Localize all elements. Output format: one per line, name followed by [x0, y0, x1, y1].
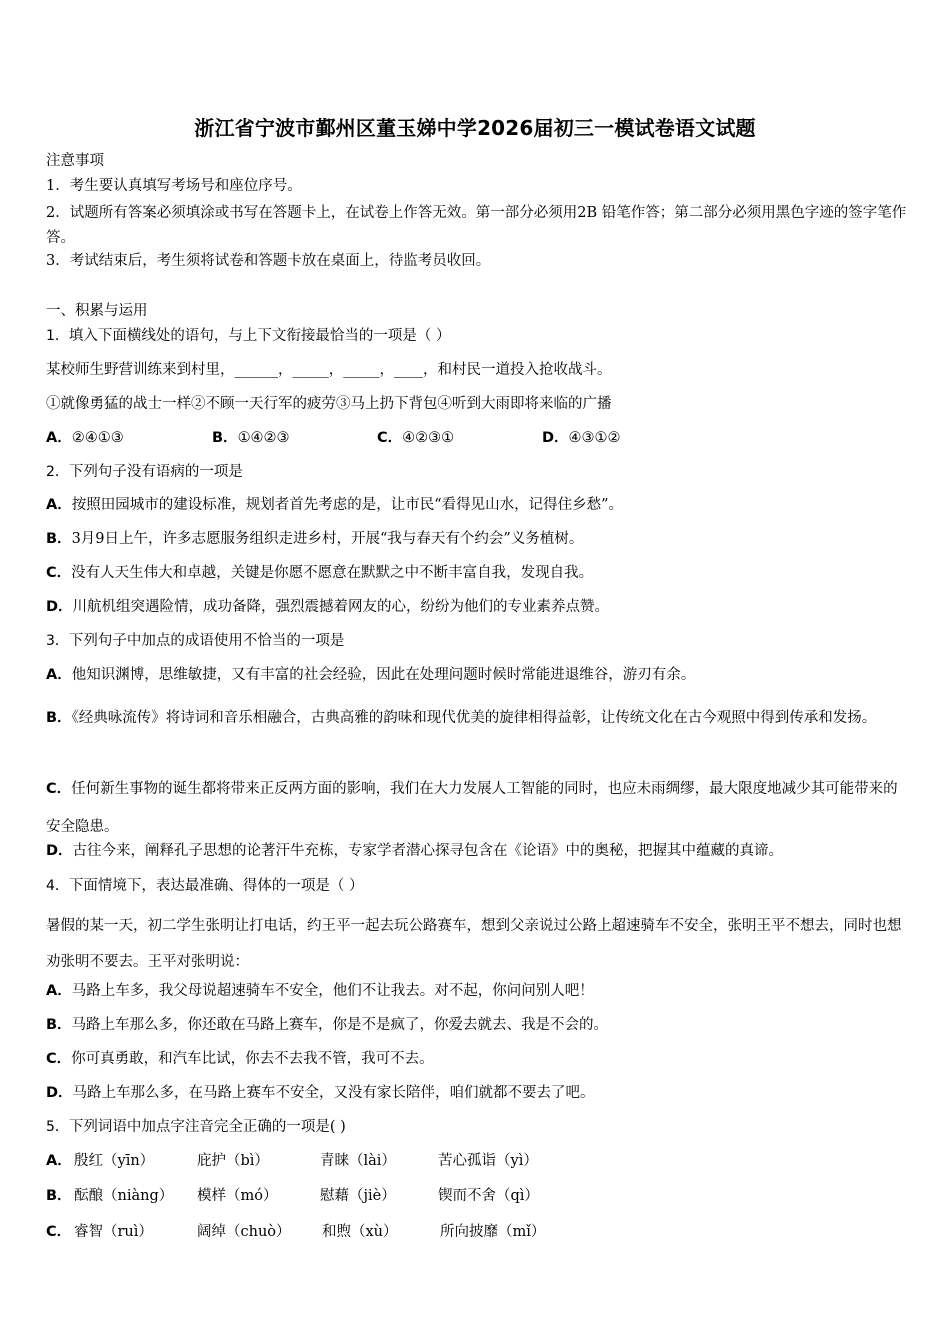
question-1-passage: 某校师生野营训练来到村里，______，_____，_____，____，和村民一道投入抢收战斗。: [46, 362, 612, 378]
question-3-option-a[interactable]: [46, 665, 908, 685]
option-label: D．: [46, 1085, 73, 1101]
option-label: C．: [46, 781, 72, 797]
option-text: ②④①③: [71, 430, 124, 446]
notice-item-2: 2．试题所有答案必须填涂或书写在答题卡上，在试卷上作答无效。第一部分必须用2B 铅笔作答；第二部分必须用黑色字迹的签字笔作答。: [46, 205, 907, 246]
word-item: 苦心孤诣（yì）: [438, 1153, 538, 1169]
option-text: 你可真勇敢，和汽车比试，你去不去我不管，我可不去。: [71, 1051, 434, 1067]
word-item: 阔绰（chuò）: [197, 1224, 291, 1240]
option-text: 古往今来，阐释孔子思想的论著汗牛充栋，专家学者潜心探寻包含在《论语》中的奥秘，把握其中蕴藏的真谛。: [72, 843, 784, 859]
question-4-stem: [46, 876, 908, 896]
question-number: 4．: [46, 878, 69, 894]
option-label: A．: [46, 497, 72, 513]
option-label: C．: [46, 1051, 72, 1067]
word-item: 青睐（lài）: [320, 1153, 396, 1169]
option-b[interactable]: [212, 428, 290, 448]
option-text: 3月9日上午，许多志愿服务组织走进乡村，开展“我与春天有个约会”义务植树。: [71, 531, 584, 547]
word-item: 睿智（ruì）: [74, 1224, 153, 1240]
option-label: [46, 1186, 72, 1206]
option-label: D．: [542, 430, 569, 446]
question-4-option-d[interactable]: [46, 1083, 908, 1103]
question-3-option-c[interactable]: [46, 770, 908, 846]
question-text: 下列句子没有语病的一项是: [68, 464, 243, 480]
question-2-stem: [46, 462, 908, 482]
section-heading: 一、积累与运用: [46, 303, 148, 319]
option-text: 按照田园城市的建设标准，规划者首先考虑的是，让市民“看得见山水，记得住乡愁”。: [71, 497, 624, 513]
notice-item-1: 1．考生要认真填写考场号和座位序号。: [46, 178, 302, 194]
option-label: D．: [46, 843, 73, 859]
option-text: 马路上车那么多，在马路上赛车不安全，又没有家长陪伴，咱们就都不要去了吧。: [72, 1085, 595, 1101]
question-number: 5．: [46, 1119, 69, 1135]
word-item: 殷红（yīn）: [74, 1153, 155, 1169]
option-label-text: B．: [46, 1188, 72, 1204]
option-text: 任何新生事物的诞生都将带来正反两方面的影响，我们在大力发展人工智能的同时，也应未雨绸缪，最大限度地减少其可能带来的安全隐患。: [46, 781, 898, 835]
word-item: 慰藉（jiè）: [320, 1188, 396, 1204]
option-d[interactable]: [542, 428, 621, 448]
option-label: B．: [46, 710, 72, 726]
option-label: A．: [46, 667, 72, 683]
question-number: 1．: [46, 328, 69, 344]
option-label: B．: [46, 1017, 72, 1033]
word-item: 模样（mó）: [197, 1188, 278, 1204]
option-label: A．: [46, 430, 72, 446]
option-text: ①④②③: [237, 430, 290, 446]
word-item: 和煦（xù）: [322, 1224, 398, 1240]
option-label: B．: [46, 531, 72, 547]
question-3-option-b[interactable]: [46, 699, 908, 737]
option-label: [46, 1222, 71, 1242]
question-3-option-d[interactable]: [46, 841, 908, 861]
question-4-option-b[interactable]: [46, 1015, 908, 1035]
question-number: 2．: [46, 464, 69, 480]
word-item: 所向披靡（mǐ）: [440, 1224, 546, 1240]
option-a[interactable]: [46, 428, 124, 448]
option-label: C．: [377, 430, 403, 446]
question-2-option-c[interactable]: [46, 563, 908, 583]
notice-item-3: 3．考试结束后，考生须将试卷和答题卡放在桌面上，待监考员收回。: [46, 253, 491, 269]
word-item: 庇护（bì）: [197, 1153, 269, 1169]
option-c[interactable]: [377, 428, 454, 448]
option-label: C．: [46, 565, 72, 581]
question-2-option-b[interactable]: [46, 529, 908, 549]
option-label: A．: [46, 983, 72, 999]
question-1-stem: [46, 326, 908, 346]
question-text: 下列句子中加点的成语使用不恰当的一项是: [68, 633, 345, 649]
option-label-text: A．: [46, 1153, 72, 1169]
option-label: B．: [212, 430, 238, 446]
exam-title: 浙江省宁波市鄞州区董玉娣中学2026届初三一模试卷语文试题: [194, 116, 756, 140]
option-text: 《经典咏流传》将诗词和音乐相融合，古典高雅的韵味和现代优美的旋律相得益彰，让传统文化在古今观照中得到传承和发扬。: [71, 710, 877, 726]
option-label: [46, 1151, 72, 1171]
question-text: 下列词语中加点字注音完全正确的一项是( ): [68, 1119, 346, 1135]
question-text: 填入下面横线处的语句，与上下文衔接最恰当的一项是（ ）: [68, 328, 451, 344]
option-text: 没有人天生伟大和卓越，关键是你愿不愿意在默默之中不断丰富自我，发现自我。: [71, 565, 594, 581]
question-5-stem: [46, 1117, 908, 1137]
option-text: ④③①②: [568, 430, 621, 446]
question-2-option-d[interactable]: [46, 597, 908, 617]
option-text: 他知识渊博，思维敏捷，又有丰富的社会经验，因此在处理问题时候时常能进退维谷，游刃有余。: [71, 667, 696, 683]
option-text: ④②③①: [402, 430, 455, 446]
option-text: 川航机组突遇险情，成功备降，强烈震撼着网友的心，纷纷为他们的专业素养点赞。: [72, 599, 610, 615]
question-4-context: 暑假的某一天，初二学生张明让打电话，约王平一起去玩公路赛车，想到父亲说过公路上超速骑车不安全，张明王平不想去，同时也想劝张明不要去。王平对张明说：: [46, 918, 902, 970]
notice-heading: 注意事项: [46, 153, 104, 169]
question-text: 下面情境下，表达最准确、得体的一项是（ ）: [68, 878, 364, 894]
word-item: 酝酿（niàng）: [74, 1188, 174, 1204]
question-3-stem: [46, 631, 908, 651]
option-label: D．: [46, 599, 73, 615]
question-4-option-c[interactable]: [46, 1049, 908, 1069]
option-label-text: C．: [46, 1224, 72, 1240]
question-1-phrases: ①就像勇猛的战士一样②不顾一天行军的疲劳③马上扔下背包④听到大雨即将来临的广播: [46, 396, 612, 412]
word-item: 锲而不舍（qì）: [438, 1188, 539, 1204]
question-number: 3．: [46, 633, 69, 649]
question-2-option-a[interactable]: [46, 495, 908, 515]
question-4-option-a[interactable]: [46, 981, 908, 1001]
option-text: 马路上车多，我父母说超速骑车不安全，他们不让我去。对不起，你问问别人吧！: [71, 983, 594, 999]
option-text: 马路上车那么多，你还敢在马路上赛车，你是不是疯了，你爱去就去、我是不会的。: [71, 1017, 609, 1033]
